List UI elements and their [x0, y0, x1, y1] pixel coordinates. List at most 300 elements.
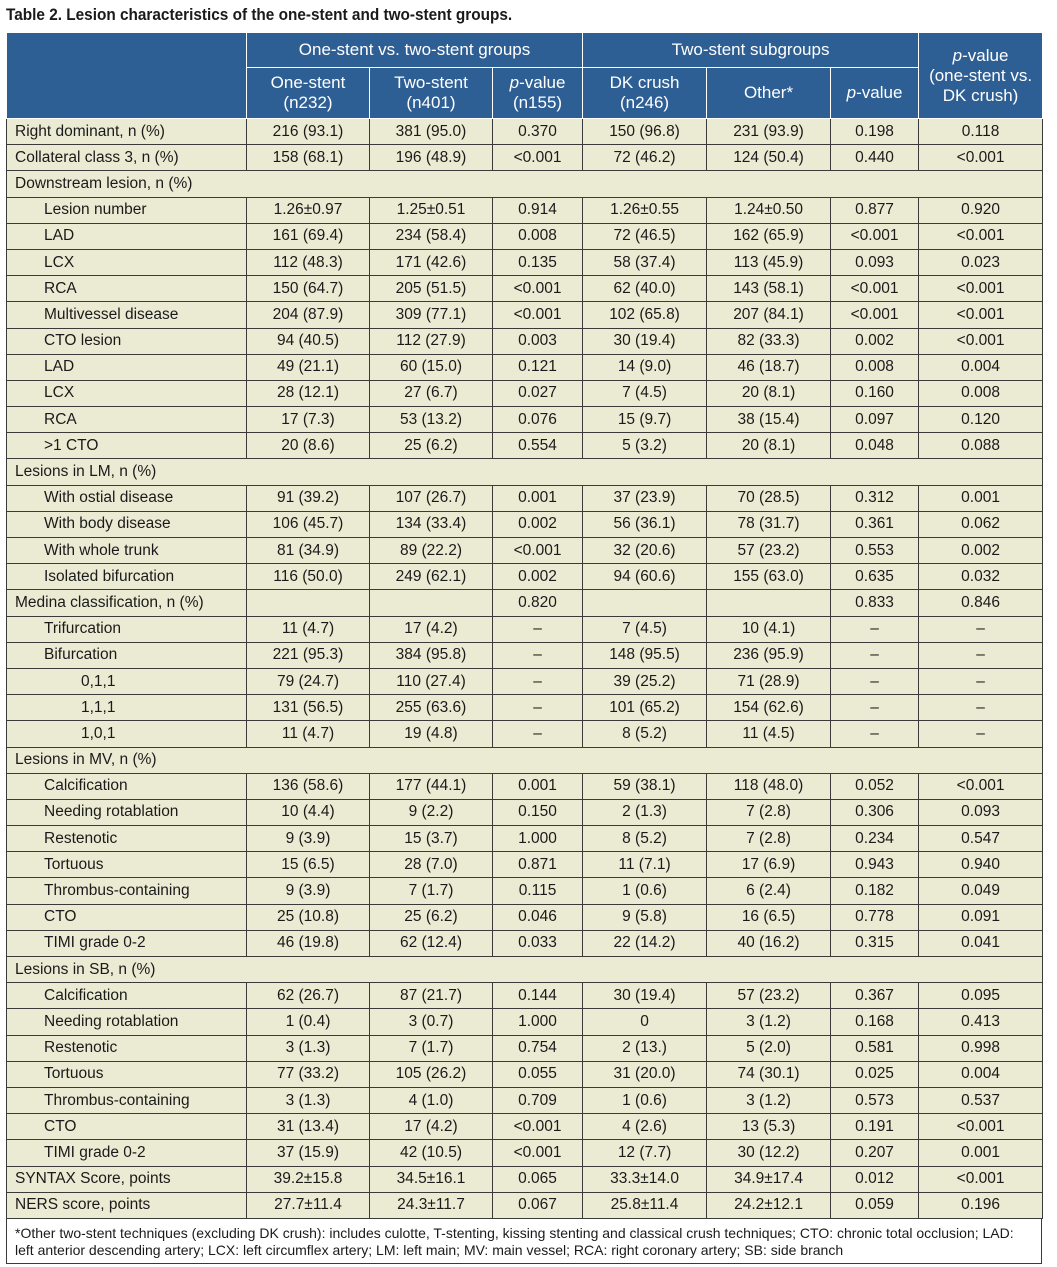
pvalue-one-vs-dk-cell: <0.001 — [919, 302, 1043, 328]
pvalue-cell: – — [493, 668, 583, 694]
row-label: TIMI grade 0-2 — [7, 1140, 247, 1166]
pvalue-subgroup-cell: 0.581 — [831, 1035, 919, 1061]
pvalue-cell: 0.008 — [493, 223, 583, 249]
table-row — [7, 1087, 1043, 1113]
other-cell: 118 (48.0) — [707, 773, 831, 799]
row-label: Thrombus-containing — [7, 1087, 247, 1113]
table-section-row — [7, 957, 1043, 983]
pvalue-one-vs-dk-cell: 0.023 — [919, 249, 1043, 275]
other-cell: 7 (2.8) — [707, 799, 831, 825]
table-row — [7, 1140, 1043, 1166]
pvalue-one-vs-dk-cell: 0.062 — [919, 511, 1043, 537]
two-stent-cell: 17 (4.2) — [370, 616, 493, 642]
pvalue-cell: 0.046 — [493, 904, 583, 930]
row-label: Downstream lesion, n (%) — [7, 171, 247, 197]
pvalue-cell: <0.001 — [493, 1140, 583, 1166]
dk-crush-cell: 1 (0.6) — [583, 878, 707, 904]
pvalue-one-vs-dk-cell: 0.002 — [919, 538, 1043, 564]
table-row — [7, 119, 1043, 145]
two-stent-cell: 234 (58.4) — [370, 223, 493, 249]
one-stent-cell: 25 (10.8) — [247, 904, 370, 930]
one-stent-cell: 216 (93.1) — [247, 119, 370, 145]
one-stent-cell — [247, 590, 370, 616]
pvalue-one-vs-dk-cell: <0.001 — [919, 1114, 1043, 1140]
table-row — [7, 433, 1043, 459]
section-filler — [247, 747, 1043, 773]
pvalue-one-vs-dk-cell: 0.091 — [919, 904, 1043, 930]
dk-crush-cell: 7 (4.5) — [583, 380, 707, 406]
two-stent-cell: 27 (6.7) — [370, 380, 493, 406]
one-stent-cell: 37 (15.9) — [247, 1140, 370, 1166]
pvalue-one-vs-dk-cell: 0.088 — [919, 433, 1043, 459]
one-stent-cell: 112 (48.3) — [247, 249, 370, 275]
table-row — [7, 773, 1043, 799]
dk-crush-cell: 4 (2.6) — [583, 1114, 707, 1140]
pvalue-subgroup-cell: 0.553 — [831, 538, 919, 564]
row-label: Medina classification, n (%) — [7, 590, 247, 616]
pvalue-one-vs-dk-cell: – — [919, 721, 1043, 747]
dk-crush-cell: 58 (37.4) — [583, 249, 707, 275]
two-stent-cell: 28 (7.0) — [370, 852, 493, 878]
pvalue-subgroup-cell: 0.097 — [831, 407, 919, 433]
one-stent-cell: 150 (64.7) — [247, 276, 370, 302]
one-stent-cell: 15 (6.5) — [247, 852, 370, 878]
pvalue-one-vs-dk-cell: 0.093 — [919, 799, 1043, 825]
pvalue-cell: 0.820 — [493, 590, 583, 616]
pvalue-cell: 0.002 — [493, 511, 583, 537]
dk-crush-cell: 11 (7.1) — [583, 852, 707, 878]
table-header — [7, 33, 1043, 119]
pvalue-subgroup-cell: 0.168 — [831, 1009, 919, 1035]
two-stent-cell: 53 (13.2) — [370, 407, 493, 433]
row-label: Thrombus-containing — [7, 878, 247, 904]
pvalue-cell: <0.001 — [493, 276, 583, 302]
header-blank-cell — [7, 33, 247, 119]
row-label: 0,1,1 — [7, 668, 247, 694]
row-label: TIMI grade 0-2 — [7, 930, 247, 956]
other-cell: 6 (2.4) — [707, 878, 831, 904]
pvalue-subgroup-cell: 0.191 — [831, 1114, 919, 1140]
pvalue-subgroup-cell: 0.943 — [831, 852, 919, 878]
pvalue-subgroup-cell: 0.025 — [831, 1061, 919, 1087]
pvalue-cell: 0.055 — [493, 1061, 583, 1087]
dk-crush-cell: 9 (5.8) — [583, 904, 707, 930]
row-label: Needing rotablation — [7, 1009, 247, 1035]
pvalue-cell: – — [493, 695, 583, 721]
two-stent-cell: 34.5±16.1 — [370, 1166, 493, 1192]
other-cell: 162 (65.9) — [707, 223, 831, 249]
two-stent-cell: 105 (26.2) — [370, 1061, 493, 1087]
pvalue-subgroup-cell: 0.833 — [831, 590, 919, 616]
table-row — [7, 302, 1043, 328]
dk-crush-cell: 39 (25.2) — [583, 668, 707, 694]
table-row — [7, 642, 1043, 668]
two-stent-cell: 15 (3.7) — [370, 826, 493, 852]
row-label: Restenotic — [7, 1035, 247, 1061]
table-row — [7, 695, 1043, 721]
dk-crush-cell: 2 (1.3) — [583, 799, 707, 825]
pvalue-one-vs-dk-cell: – — [919, 642, 1043, 668]
row-label: LAD — [7, 223, 247, 249]
pvalue-subgroup-cell: 0.877 — [831, 197, 919, 223]
pvalue-one-vs-dk-cell: 0.004 — [919, 1061, 1043, 1087]
pvalue-subgroup-cell: <0.001 — [831, 302, 919, 328]
header-dk-crush: DK crush (n246) — [583, 68, 707, 119]
dk-crush-cell: 32 (20.6) — [583, 538, 707, 564]
other-cell: 5 (2.0) — [707, 1035, 831, 1061]
dk-crush-cell: 2 (13.) — [583, 1035, 707, 1061]
row-label: Trifurcation — [7, 616, 247, 642]
row-label: Restenotic — [7, 826, 247, 852]
pvalue-subgroup-cell: 0.198 — [831, 119, 919, 145]
row-label: Lesion number — [7, 197, 247, 223]
pvalue-subgroup-cell: 0.440 — [831, 145, 919, 171]
dk-crush-cell: 56 (36.1) — [583, 511, 707, 537]
table-row — [7, 1114, 1043, 1140]
pvalue-subgroup-cell: 0.315 — [831, 930, 919, 956]
two-stent-cell: 384 (95.8) — [370, 642, 493, 668]
two-stent-cell: 25 (6.2) — [370, 904, 493, 930]
pvalue-subgroup-cell: <0.001 — [831, 276, 919, 302]
dk-crush-cell: 8 (5.2) — [583, 721, 707, 747]
other-cell: 113 (45.9) — [707, 249, 831, 275]
dk-crush-cell: 94 (60.6) — [583, 564, 707, 590]
pvalue-subgroup-cell: 0.573 — [831, 1087, 919, 1113]
two-stent-cell: 24.3±11.7 — [370, 1192, 493, 1218]
dk-crush-cell: 102 (65.8) — [583, 302, 707, 328]
one-stent-cell: 9 (3.9) — [247, 826, 370, 852]
row-label: Right dominant, n (%) — [7, 119, 247, 145]
one-stent-cell: 204 (87.9) — [247, 302, 370, 328]
other-cell: 207 (84.1) — [707, 302, 831, 328]
one-stent-cell: 158 (68.1) — [247, 145, 370, 171]
pvalue-subgroup-cell: – — [831, 695, 919, 721]
one-stent-cell: 116 (50.0) — [247, 564, 370, 590]
dk-crush-cell: 101 (65.2) — [583, 695, 707, 721]
row-label: >1 CTO — [7, 433, 247, 459]
table-row — [7, 223, 1043, 249]
one-stent-cell: 91 (39.2) — [247, 485, 370, 511]
pvalue-subgroup-cell: 0.635 — [831, 564, 919, 590]
row-label: CTO lesion — [7, 328, 247, 354]
pvalue-cell: – — [493, 616, 583, 642]
other-cell: 10 (4.1) — [707, 616, 831, 642]
one-stent-cell: 131 (56.5) — [247, 695, 370, 721]
one-stent-cell: 79 (24.7) — [247, 668, 370, 694]
two-stent-cell — [370, 590, 493, 616]
row-label: Lesions in LM, n (%) — [7, 459, 247, 485]
pvalue-one-vs-dk-cell: <0.001 — [919, 773, 1043, 799]
row-label: CTO — [7, 904, 247, 930]
row-label: 1,1,1 — [7, 695, 247, 721]
row-label: Collateral class 3, n (%) — [7, 145, 247, 171]
pvalue-cell: 0.121 — [493, 354, 583, 380]
two-stent-cell: 171 (42.6) — [370, 249, 493, 275]
dk-crush-cell — [583, 590, 707, 616]
pvalue-cell: 0.144 — [493, 983, 583, 1009]
one-stent-cell: 161 (69.4) — [247, 223, 370, 249]
pvalue-subgroup-cell: <0.001 — [831, 223, 919, 249]
pvalue-subgroup-cell: 0.306 — [831, 799, 919, 825]
one-stent-cell: 1 (0.4) — [247, 1009, 370, 1035]
pvalue-one-vs-dk-cell: 0.095 — [919, 983, 1043, 1009]
table-row — [7, 145, 1043, 171]
header-p-subtext: (one-stent vs. DK crush) — [929, 65, 1033, 105]
one-stent-cell: 221 (95.3) — [247, 642, 370, 668]
dk-crush-cell: 72 (46.2) — [583, 145, 707, 171]
dk-crush-cell: 8 (5.2) — [583, 826, 707, 852]
two-stent-cell: 17 (4.2) — [370, 1114, 493, 1140]
other-cell: 78 (31.7) — [707, 511, 831, 537]
two-stent-cell: 4 (1.0) — [370, 1087, 493, 1113]
dk-crush-cell: 148 (95.5) — [583, 642, 707, 668]
row-label: Calcification — [7, 773, 247, 799]
pvalue-one-vs-dk-cell: 0.846 — [919, 590, 1043, 616]
pvalue-cell: 0.027 — [493, 380, 583, 406]
dk-crush-cell: 22 (14.2) — [583, 930, 707, 956]
pvalue-cell: 0.076 — [493, 407, 583, 433]
two-stent-cell: 1.25±0.51 — [370, 197, 493, 223]
table-row — [7, 799, 1043, 825]
one-stent-cell: 9 (3.9) — [247, 878, 370, 904]
pvalue-cell: 0.065 — [493, 1166, 583, 1192]
header-p-suffix: -value — [962, 45, 1009, 65]
pvalue-subgroup-cell: 0.312 — [831, 485, 919, 511]
row-label: SYNTAX Score, points — [7, 1166, 247, 1192]
pvalue-one-vs-dk-cell: 0.940 — [919, 852, 1043, 878]
two-stent-cell: 7 (1.7) — [370, 878, 493, 904]
table-row — [7, 1061, 1043, 1087]
pvalue-cell: 0.135 — [493, 249, 583, 275]
row-label: NERS score, points — [7, 1192, 247, 1218]
other-cell: 38 (15.4) — [707, 407, 831, 433]
row-label: With whole trunk — [7, 538, 247, 564]
row-label: With ostial disease — [7, 485, 247, 511]
one-stent-cell: 10 (4.4) — [247, 799, 370, 825]
table-footnote: *Other two-stent techniques (excluding DK crush): includes culotte, T-stenting, kissing stenting and classical crush techniques; CTO: chronic total occlusion; LAD: left anterior descending artery; LCX: left circumflex artery; LM: left main; MV: main vessel; RCA: right coronary artery; SB: side branch — [6, 1219, 1042, 1264]
table-row — [7, 616, 1043, 642]
dk-crush-cell: 59 (38.1) — [583, 773, 707, 799]
pvalue-cell: 1.000 — [493, 1009, 583, 1035]
pvalue-one-vs-dk-cell: 0.008 — [919, 380, 1043, 406]
pvalue-subgroup-cell: – — [831, 668, 919, 694]
other-cell: 71 (28.9) — [707, 668, 831, 694]
pvalue-cell: 0.003 — [493, 328, 583, 354]
lesion-characteristics-table — [6, 32, 1043, 1219]
one-stent-cell: 31 (13.4) — [247, 1114, 370, 1140]
table-row — [7, 930, 1043, 956]
header-group-one-vs-two: One-stent vs. two-stent groups — [247, 33, 583, 68]
two-stent-cell: 134 (33.4) — [370, 511, 493, 537]
other-cell: 34.9±17.4 — [707, 1166, 831, 1192]
pvalue-one-vs-dk-cell: <0.001 — [919, 328, 1043, 354]
pvalue-one-vs-dk-cell: 0.001 — [919, 485, 1043, 511]
one-stent-cell: 136 (58.6) — [247, 773, 370, 799]
table-row — [7, 721, 1043, 747]
pvalue-cell: 0.033 — [493, 930, 583, 956]
row-label: LAD — [7, 354, 247, 380]
header-pvalue-2: p-value — [831, 68, 919, 119]
row-label: RCA — [7, 276, 247, 302]
table-row — [7, 590, 1043, 616]
two-stent-cell: 87 (21.7) — [370, 983, 493, 1009]
other-cell: 3 (1.2) — [707, 1087, 831, 1113]
other-cell: 70 (28.5) — [707, 485, 831, 511]
two-stent-cell: 62 (12.4) — [370, 930, 493, 956]
table-row — [7, 538, 1043, 564]
table-row — [7, 878, 1043, 904]
pvalue-one-vs-dk-cell: 0.120 — [919, 407, 1043, 433]
table-row — [7, 511, 1043, 537]
pvalue-cell: 0.002 — [493, 564, 583, 590]
row-label: RCA — [7, 407, 247, 433]
pvalue-cell: 0.914 — [493, 197, 583, 223]
two-stent-cell: 110 (27.4) — [370, 668, 493, 694]
other-cell: 1.24±0.50 — [707, 197, 831, 223]
row-label: Needing rotablation — [7, 799, 247, 825]
dk-crush-cell: 31 (20.0) — [583, 1061, 707, 1087]
one-stent-cell: 11 (4.7) — [247, 721, 370, 747]
pvalue-subgroup-cell: 0.367 — [831, 983, 919, 1009]
pvalue-cell: – — [493, 642, 583, 668]
other-cell: 3 (1.2) — [707, 1009, 831, 1035]
one-stent-cell: 3 (1.3) — [247, 1087, 370, 1113]
row-label: LCX — [7, 380, 247, 406]
row-label: Tortuous — [7, 852, 247, 878]
two-stent-cell: 381 (95.0) — [370, 119, 493, 145]
table-row — [7, 826, 1043, 852]
row-label: Lesions in MV, n (%) — [7, 747, 247, 773]
table-body — [7, 119, 1043, 1219]
pvalue-cell: 0.871 — [493, 852, 583, 878]
two-stent-cell: 255 (63.6) — [370, 695, 493, 721]
header-pvalue-one-vs-dk — [919, 33, 1043, 119]
header-pvalue-1: p-value (n155) — [493, 68, 583, 119]
dk-crush-cell: 14 (9.0) — [583, 354, 707, 380]
pvalue-cell: 0.067 — [493, 1192, 583, 1218]
pvalue-one-vs-dk-cell: – — [919, 616, 1043, 642]
row-label: Lesions in SB, n (%) — [7, 957, 247, 983]
pvalue-subgroup-cell: 0.012 — [831, 1166, 919, 1192]
other-cell: 124 (50.4) — [707, 145, 831, 171]
header-p-letter: p — [952, 45, 963, 65]
table-figure — [6, 0, 1051, 1264]
pvalue-one-vs-dk-cell: <0.001 — [919, 276, 1043, 302]
table-row — [7, 249, 1043, 275]
header-two-stent: Two-stent (n401) — [370, 68, 493, 119]
table-row — [7, 852, 1043, 878]
two-stent-cell: 177 (44.1) — [370, 773, 493, 799]
pvalue-subgroup-cell: 0.008 — [831, 354, 919, 380]
two-stent-cell: 196 (48.9) — [370, 145, 493, 171]
one-stent-cell: 77 (33.2) — [247, 1061, 370, 1087]
dk-crush-cell: 0 — [583, 1009, 707, 1035]
table-section-row — [7, 459, 1043, 485]
pvalue-one-vs-dk-cell: 0.032 — [919, 564, 1043, 590]
other-cell: 40 (16.2) — [707, 930, 831, 956]
pvalue-one-vs-dk-cell: <0.001 — [919, 145, 1043, 171]
table-row — [7, 197, 1043, 223]
table-row — [7, 485, 1043, 511]
pvalue-one-vs-dk-cell: <0.001 — [919, 223, 1043, 249]
two-stent-cell: 42 (10.5) — [370, 1140, 493, 1166]
pvalue-one-vs-dk-cell: – — [919, 668, 1043, 694]
dk-crush-cell: 33.3±14.0 — [583, 1166, 707, 1192]
pvalue-one-vs-dk-cell: – — [919, 695, 1043, 721]
dk-crush-cell: 150 (96.8) — [583, 119, 707, 145]
table-section-row — [7, 747, 1043, 773]
other-cell: 11 (4.5) — [707, 721, 831, 747]
two-stent-cell: 9 (2.2) — [370, 799, 493, 825]
other-cell: 82 (33.3) — [707, 328, 831, 354]
two-stent-cell: 60 (15.0) — [370, 354, 493, 380]
one-stent-cell: 39.2±15.8 — [247, 1166, 370, 1192]
pvalue-cell: 0.150 — [493, 799, 583, 825]
one-stent-cell: 28 (12.1) — [247, 380, 370, 406]
header-group-two-stent-subgroups: Two-stent subgroups — [583, 33, 919, 68]
two-stent-cell: 25 (6.2) — [370, 433, 493, 459]
pvalue-one-vs-dk-cell: 0.413 — [919, 1009, 1043, 1035]
row-label: CTO — [7, 1114, 247, 1140]
pvalue-cell: 0.370 — [493, 119, 583, 145]
header-one-stent: One-stent (n232) — [247, 68, 370, 119]
two-stent-cell: 309 (77.1) — [370, 302, 493, 328]
other-cell: 57 (23.2) — [707, 983, 831, 1009]
pvalue-subgroup-cell: – — [831, 721, 919, 747]
row-label: 1,0,1 — [7, 721, 247, 747]
table-row — [7, 904, 1043, 930]
two-stent-cell: 3 (0.7) — [370, 1009, 493, 1035]
pvalue-cell: <0.001 — [493, 538, 583, 564]
pvalue-one-vs-dk-cell: 0.049 — [919, 878, 1043, 904]
row-label: Isolated bifurcation — [7, 564, 247, 590]
pvalue-one-vs-dk-cell: 0.001 — [919, 1140, 1043, 1166]
dk-crush-cell: 15 (9.7) — [583, 407, 707, 433]
section-filler — [247, 171, 1043, 197]
pvalue-one-vs-dk-cell: 0.998 — [919, 1035, 1043, 1061]
pvalue-cell: <0.001 — [493, 145, 583, 171]
other-cell: 20 (8.1) — [707, 433, 831, 459]
dk-crush-cell: 1 (0.6) — [583, 1087, 707, 1113]
dk-crush-cell: 25.8±11.4 — [583, 1192, 707, 1218]
two-stent-cell: 19 (4.8) — [370, 721, 493, 747]
one-stent-cell: 3 (1.3) — [247, 1035, 370, 1061]
one-stent-cell: 17 (7.3) — [247, 407, 370, 433]
pvalue-one-vs-dk-cell: 0.041 — [919, 930, 1043, 956]
row-label: Bifurcation — [7, 642, 247, 668]
pvalue-subgroup-cell: – — [831, 642, 919, 668]
pvalue-one-vs-dk-cell: 0.920 — [919, 197, 1043, 223]
two-stent-cell: 107 (26.7) — [370, 485, 493, 511]
table-row — [7, 1035, 1043, 1061]
pvalue-cell: <0.001 — [493, 1114, 583, 1140]
one-stent-cell: 81 (34.9) — [247, 538, 370, 564]
other-cell: 20 (8.1) — [707, 380, 831, 406]
other-cell: 24.2±12.1 — [707, 1192, 831, 1218]
header-other: Other* — [707, 68, 831, 119]
pvalue-subgroup-cell: 0.002 — [831, 328, 919, 354]
pvalue-cell: <0.001 — [493, 302, 583, 328]
pvalue-subgroup-cell: 0.048 — [831, 433, 919, 459]
pvalue-subgroup-cell: 0.778 — [831, 904, 919, 930]
pvalue-one-vs-dk-cell: 0.547 — [919, 826, 1043, 852]
pvalue-subgroup-cell: 0.052 — [831, 773, 919, 799]
table-row — [7, 668, 1043, 694]
one-stent-cell: 20 (8.6) — [247, 433, 370, 459]
pvalue-subgroup-cell: – — [831, 616, 919, 642]
table-section-row — [7, 171, 1043, 197]
two-stent-cell: 249 (62.1) — [370, 564, 493, 590]
